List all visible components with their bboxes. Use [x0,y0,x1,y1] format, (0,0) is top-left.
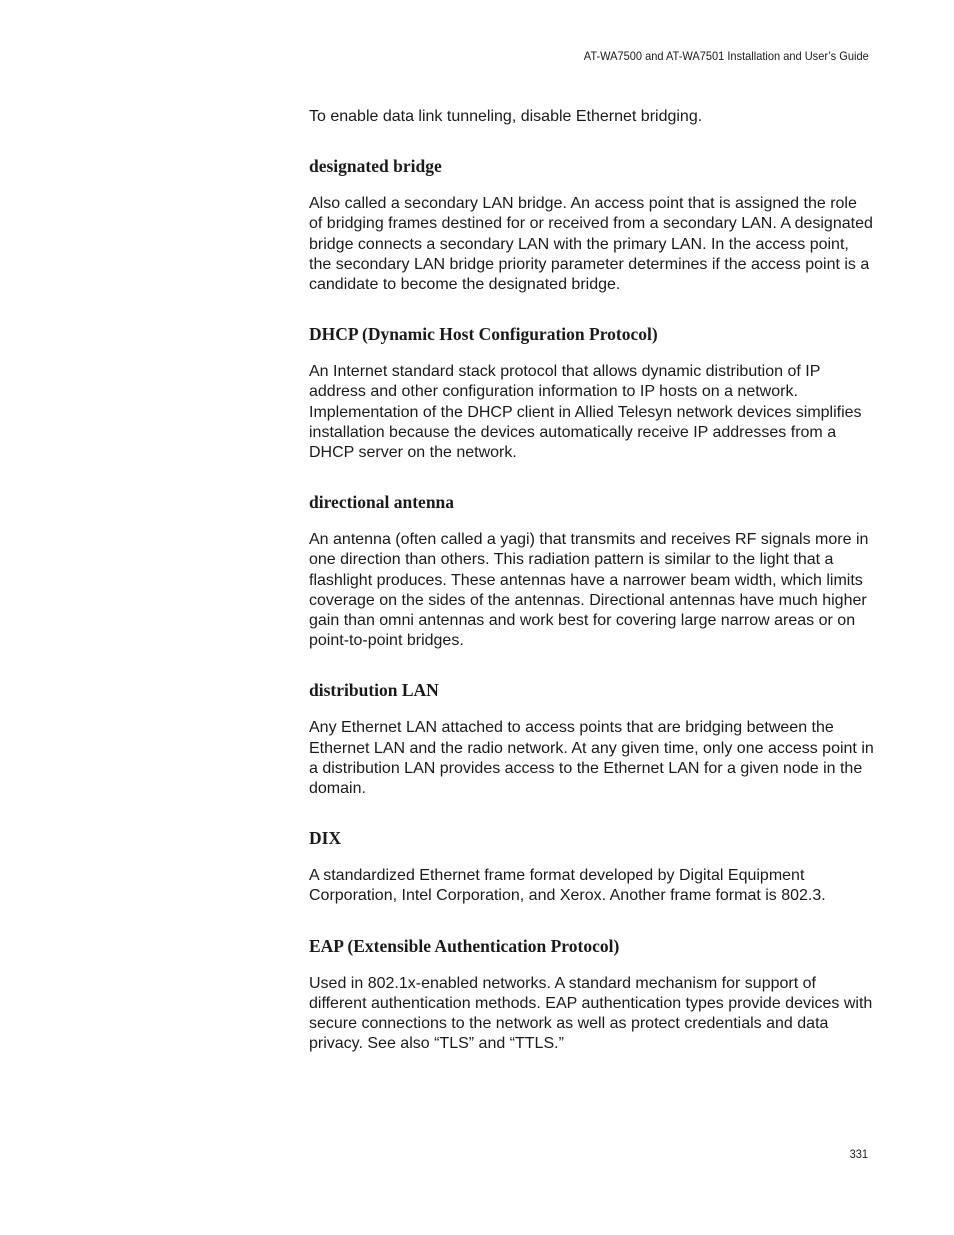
glossary-entry-dix [309,827,874,906]
glossary-definition: An antenna (often called a yagi) that transmits and receives RF signals more in one direction than others. This radiation pattern is similar to the light that a flashlight produces. These antennas have a narrower beam width, which limits coverage on the sides of the antennas. Directional antennas have much higher gain than omni antennas and work best for covering large narrow areas or on point-to-point bridges. [309,531,869,650]
glossary-definition: An Internet standard stack protocol that allows dynamic distribution of IP address and other configuration information to IP hosts on a network. Implementation of the DHCP client in Allied Telesyn network devices simplifies installation because the devices automatically receive IP addresses from a DHCP server on the network. [309,363,862,462]
page-number: 331 [849,1147,868,1161]
glossary-definition: Also called a secondary LAN bridge. An access point that is assigned the role of bridging frames destined for or received from a secondary LAN. A designated bridge connects a secondary LAN with the primary LAN. In the access point, the secondary LAN bridge priority parameter determines if the access point is a candidate to become the designated bridge. [309,195,873,294]
glossary-definition: A standardized Ethernet frame format developed by Digital Equipment Corporation, Intel Corporation, and Xerox. Another frame format is 802.3. [309,867,826,905]
glossary-term: DHCP (Dynamic Host Configuration Protocol) [309,324,658,345]
glossary-term: DIX [309,828,342,849]
intro-paragraph: To enable data link tunneling, disable Ethernet bridging. [309,108,703,125]
glossary-entry-designated-bridge [309,155,874,295]
glossary-term: directional antenna [309,492,455,513]
glossary-definition: Used in 802.1x-enabled networks. A standard mechanism for support of different authentication methods. EAP authentication types provide devices with secure connections to the network as well as protect credentials and data privacy. See also “TLS” and “TTLS.” [309,974,873,1053]
glossary-entry-directional-antenna [309,491,874,651]
running-header: AT-WA7500 and AT-WA7501 Installation and User’s Guide [584,49,869,63]
glossary-content [309,107,874,1054]
glossary-definition: Any Ethernet LAN attached to access points that are bridging between the Ethernet LAN and the radio network. At any given time, only one access point in a distribution LAN provides access to the Ethernet LAN for a given node in the domain. [309,719,874,798]
glossary-term: distribution LAN [309,680,439,701]
glossary-entry-eap [309,935,874,1055]
glossary-entry-distribution-lan [309,679,874,799]
glossary-entry-dhcp [309,323,874,463]
glossary-term: EAP (Extensible Authentication Protocol) [309,935,620,956]
glossary-term: designated bridge [309,156,442,177]
